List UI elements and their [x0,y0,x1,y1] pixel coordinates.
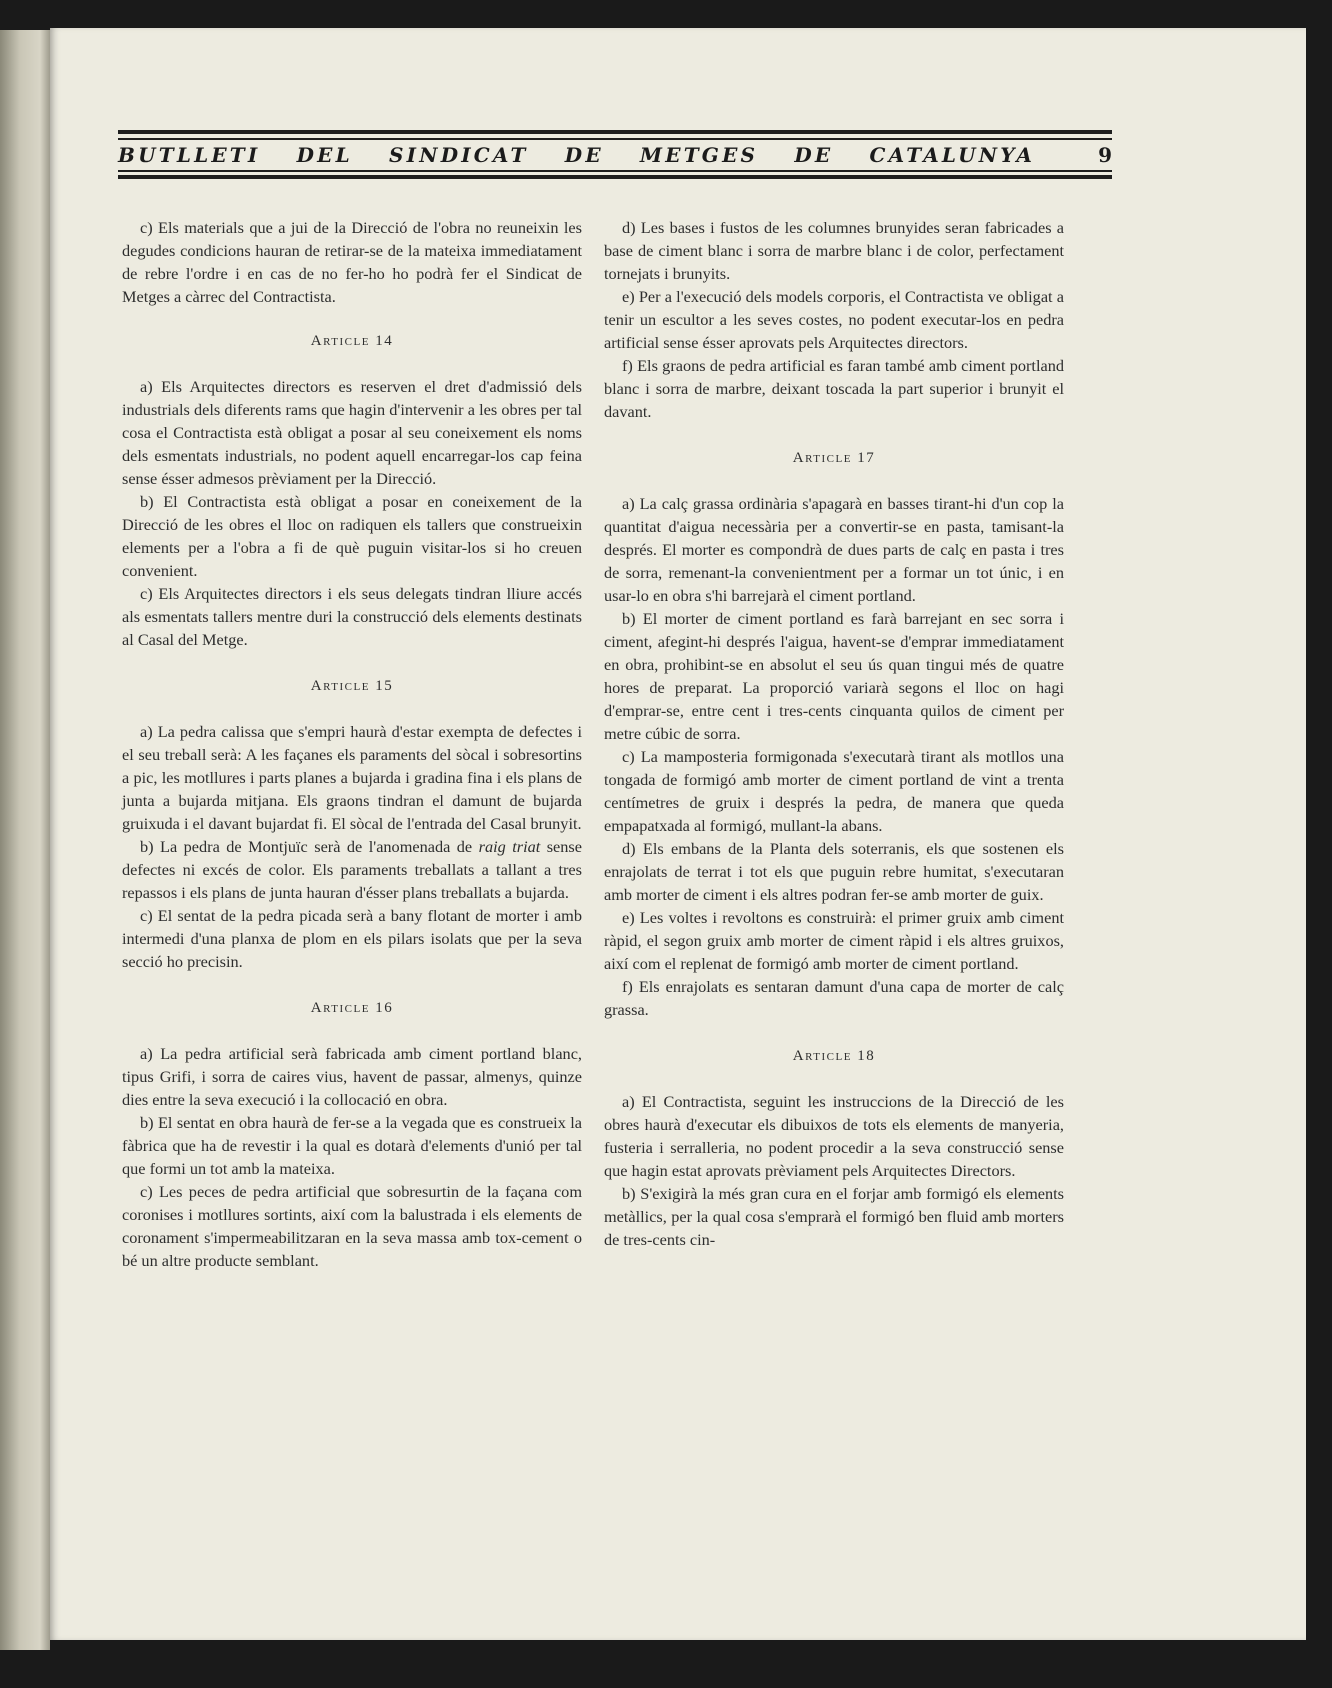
paragraph: a) Els Arquitectes directors es reserven el dret d'admissió dels industrials dels diferents rams que hagin d'intervenir a les obres per tal cosa el Contractista està obligat a posar al seu coneixement els noms dels esmentats industrials, no podent aquell encarregar-los cap feina sense ésser admesos prèviament per la Direcció. [122,377,582,488]
paragraph: f) Els enrajolats es sentaran damunt d'una capa de morter de calç grassa. [604,977,1064,1019]
article-heading: Article 17 [792,450,876,466]
page-number: 9 [1098,143,1112,167]
paragraph: c) La mamposteria formigonada s'executarà tirant als motllos una tongada de formigó amb morter de ciment portland de vint a trenta centímetres de gruix i després la pedra, de manera que queda empapatxada al formigó, mullant-la abans. [604,747,1064,835]
paragraph: a) La pedra calissa que s'empri haurà d'estar exempta de defectes i el seu treball serà: A les façanes els paraments del sòcal i sobresortins a pic, les motllures i parts planes a bujarda i gradina fina i els plans de junta a bujarda mitjana. Els graons tindran el damunt de bujarda gruixuda i el davant bujardat fi. El sòcal de l'entrada del Casal brunyit. [122,722,582,833]
journal-title: BUTLLETI DEL SINDICAT DE METGES DE CATALUNYA [118,143,1036,167]
paragraph: c) Les peces de pedra artificial que sobresurtin de la façana com coronises i motllures sortints, així com la balustrada i els elements de coronament s'impermeabilitzaran en la seva massa amb tox-cement o bé un altre producte semblant. [122,1182,582,1270]
paragraph: c) Els Arquitectes directors i els seus delegats tindran lliure accés als esmentats tallers mentre duri la construcció dels elements destinats al Casal del Metge. [122,584,582,649]
header-rule-top-thin [118,138,1112,140]
paragraph: c) El sentat de la pedra picada serà a bany flotant de morter i amb intermedi d'una planxa de plom en els pilars isolats que per la seva secció ho precisin. [122,906,582,971]
paragraph: a) El Contractista, seguint les instruccions de la Direcció de les obres haurà d'executar els dibuixos de tots els elements de manyeria, fusteria i serralleria, no podent procedir a la seva construcció sense que hagin estat aprovats prèviament pels Arquitectes Directors. [604,1092,1064,1180]
article-heading: Article 15 [310,678,394,694]
paragraph: c) Els materials que a jui de la Direcció de l'obra no reuneixin les degudes condicions hauran de retirar-se de la mateixa immediatament de rebre l'ordre i en cas de no fer-ho ho podrà fer el Sindicat de Metges a càrrec del Contractista. [122,218,582,306]
header-rule-bottom-thin [118,170,1112,172]
paragraph [122,835,582,904]
paragraph-text: sense defectes ni excés de color. Els paraments treballats a tallant a tres repassos i els plans de junta hauran d'ésser plans treballats a bujarda. [122,837,582,902]
article-heading: Article 16 [310,1000,394,1016]
paragraph: a) La calç grassa ordinària s'apagarà en basses tirant-hi d'un cop la quantitat d'aigua necessària per a convertir-se en pasta, tamisant-la després. El morter es compondrà de dues parts de calç en pasta i tres de sorra, remenant-la convenientment per a formar un tot únic, i en usar-lo en obra s'hi barrejarà el ciment portland. [604,494,1064,605]
paragraph: b) El Contractista està obligat a posar en coneixement de la Direcció de les obres el lloc on radiquen els tallers que construeixin elements per a l'obra a fi de què puguin visitar-los si ho creuen convenient. [122,492,582,580]
paragraph: e) Les voltes i revoltons es construirà: el primer gruix amb ciment ràpid, el segon gruix amb morter de ciment ràpid i els altres gruixos, així com el replenat de formigó amb morter de ciment portland. [604,908,1064,973]
paragraph: b) El sentat en obra haurà de fer-se a la vegada que es construeix la fàbrica que ha de revestir i la qual es dotarà d'elements d'unió per tal que formi un tot amb la mateixa. [122,1113,582,1178]
header-rule-top-thick [118,130,1112,134]
paragraph-text: b) La pedra de Montjuïc serà de l'anomenada de [140,837,479,856]
paragraph: e) Per a l'execució dels models corporis, el Contractista ve obligat a tenir un escultor a les seves costes, no podent executar-los en pedra artificial sense ésser aprovats pels Arquitectes directors. [604,287,1064,352]
paragraph: a) La pedra artificial serà fabricada amb ciment portland blanc, tipus Grifi, i sorra de caires vius, havent de passar, almenys, quinze dies entre la seva execució i la collocació en obra. [122,1044,582,1109]
emphasis-text: raig triat [478,837,541,856]
paragraph: b) S'exigirà la més gran cura en el forjar amb formigó els elements metàllics, per la qual cosa s'emprarà el formigó ben fluid amb morters de tres-cents cin- [604,1184,1064,1249]
running-header [118,100,1112,184]
paragraph: d) Els embans de la Planta dels soterranis, els que sostenen els enrajolats de terrat i tot els que puguin rebre humitat, s'executaran amb morter de ciment i els altres podran fer-se amb morter de guix. [604,839,1064,904]
paragraph: f) Els graons de pedra artificial es faran també amb ciment portland blanc i sorra de marbre, deixant toscada la part superior i brunyit el davant. [604,356,1064,421]
paragraph: b) El morter de ciment portland es farà barrejant en sec sorra i ciment, afegint-hi després l'aigua, havent-se d'emprar immediatament en obra, prohibint-se en absolut el seu ús quan tingui més de quatre hores de preparat. La proporció variarà segons el lloc on hagi d'emprar-se, entre cent i tres-cents cinquanta quilos de ciment per metre cúbic de sorra. [604,609,1064,743]
article-heading: Article 18 [792,1048,876,1064]
article-heading: Article 14 [310,333,394,349]
right-column [604,216,1064,1251]
left-column [122,216,582,1272]
header-rule-bottom-thick [118,175,1112,179]
adjacent-page-edge [0,30,50,1650]
paragraph: d) Les bases i fustos de les columnes brunyides seran fabricades a base de ciment blanc i sorra de marbre blanc i de color, perfectament tornejats i brunyits. [604,218,1064,283]
